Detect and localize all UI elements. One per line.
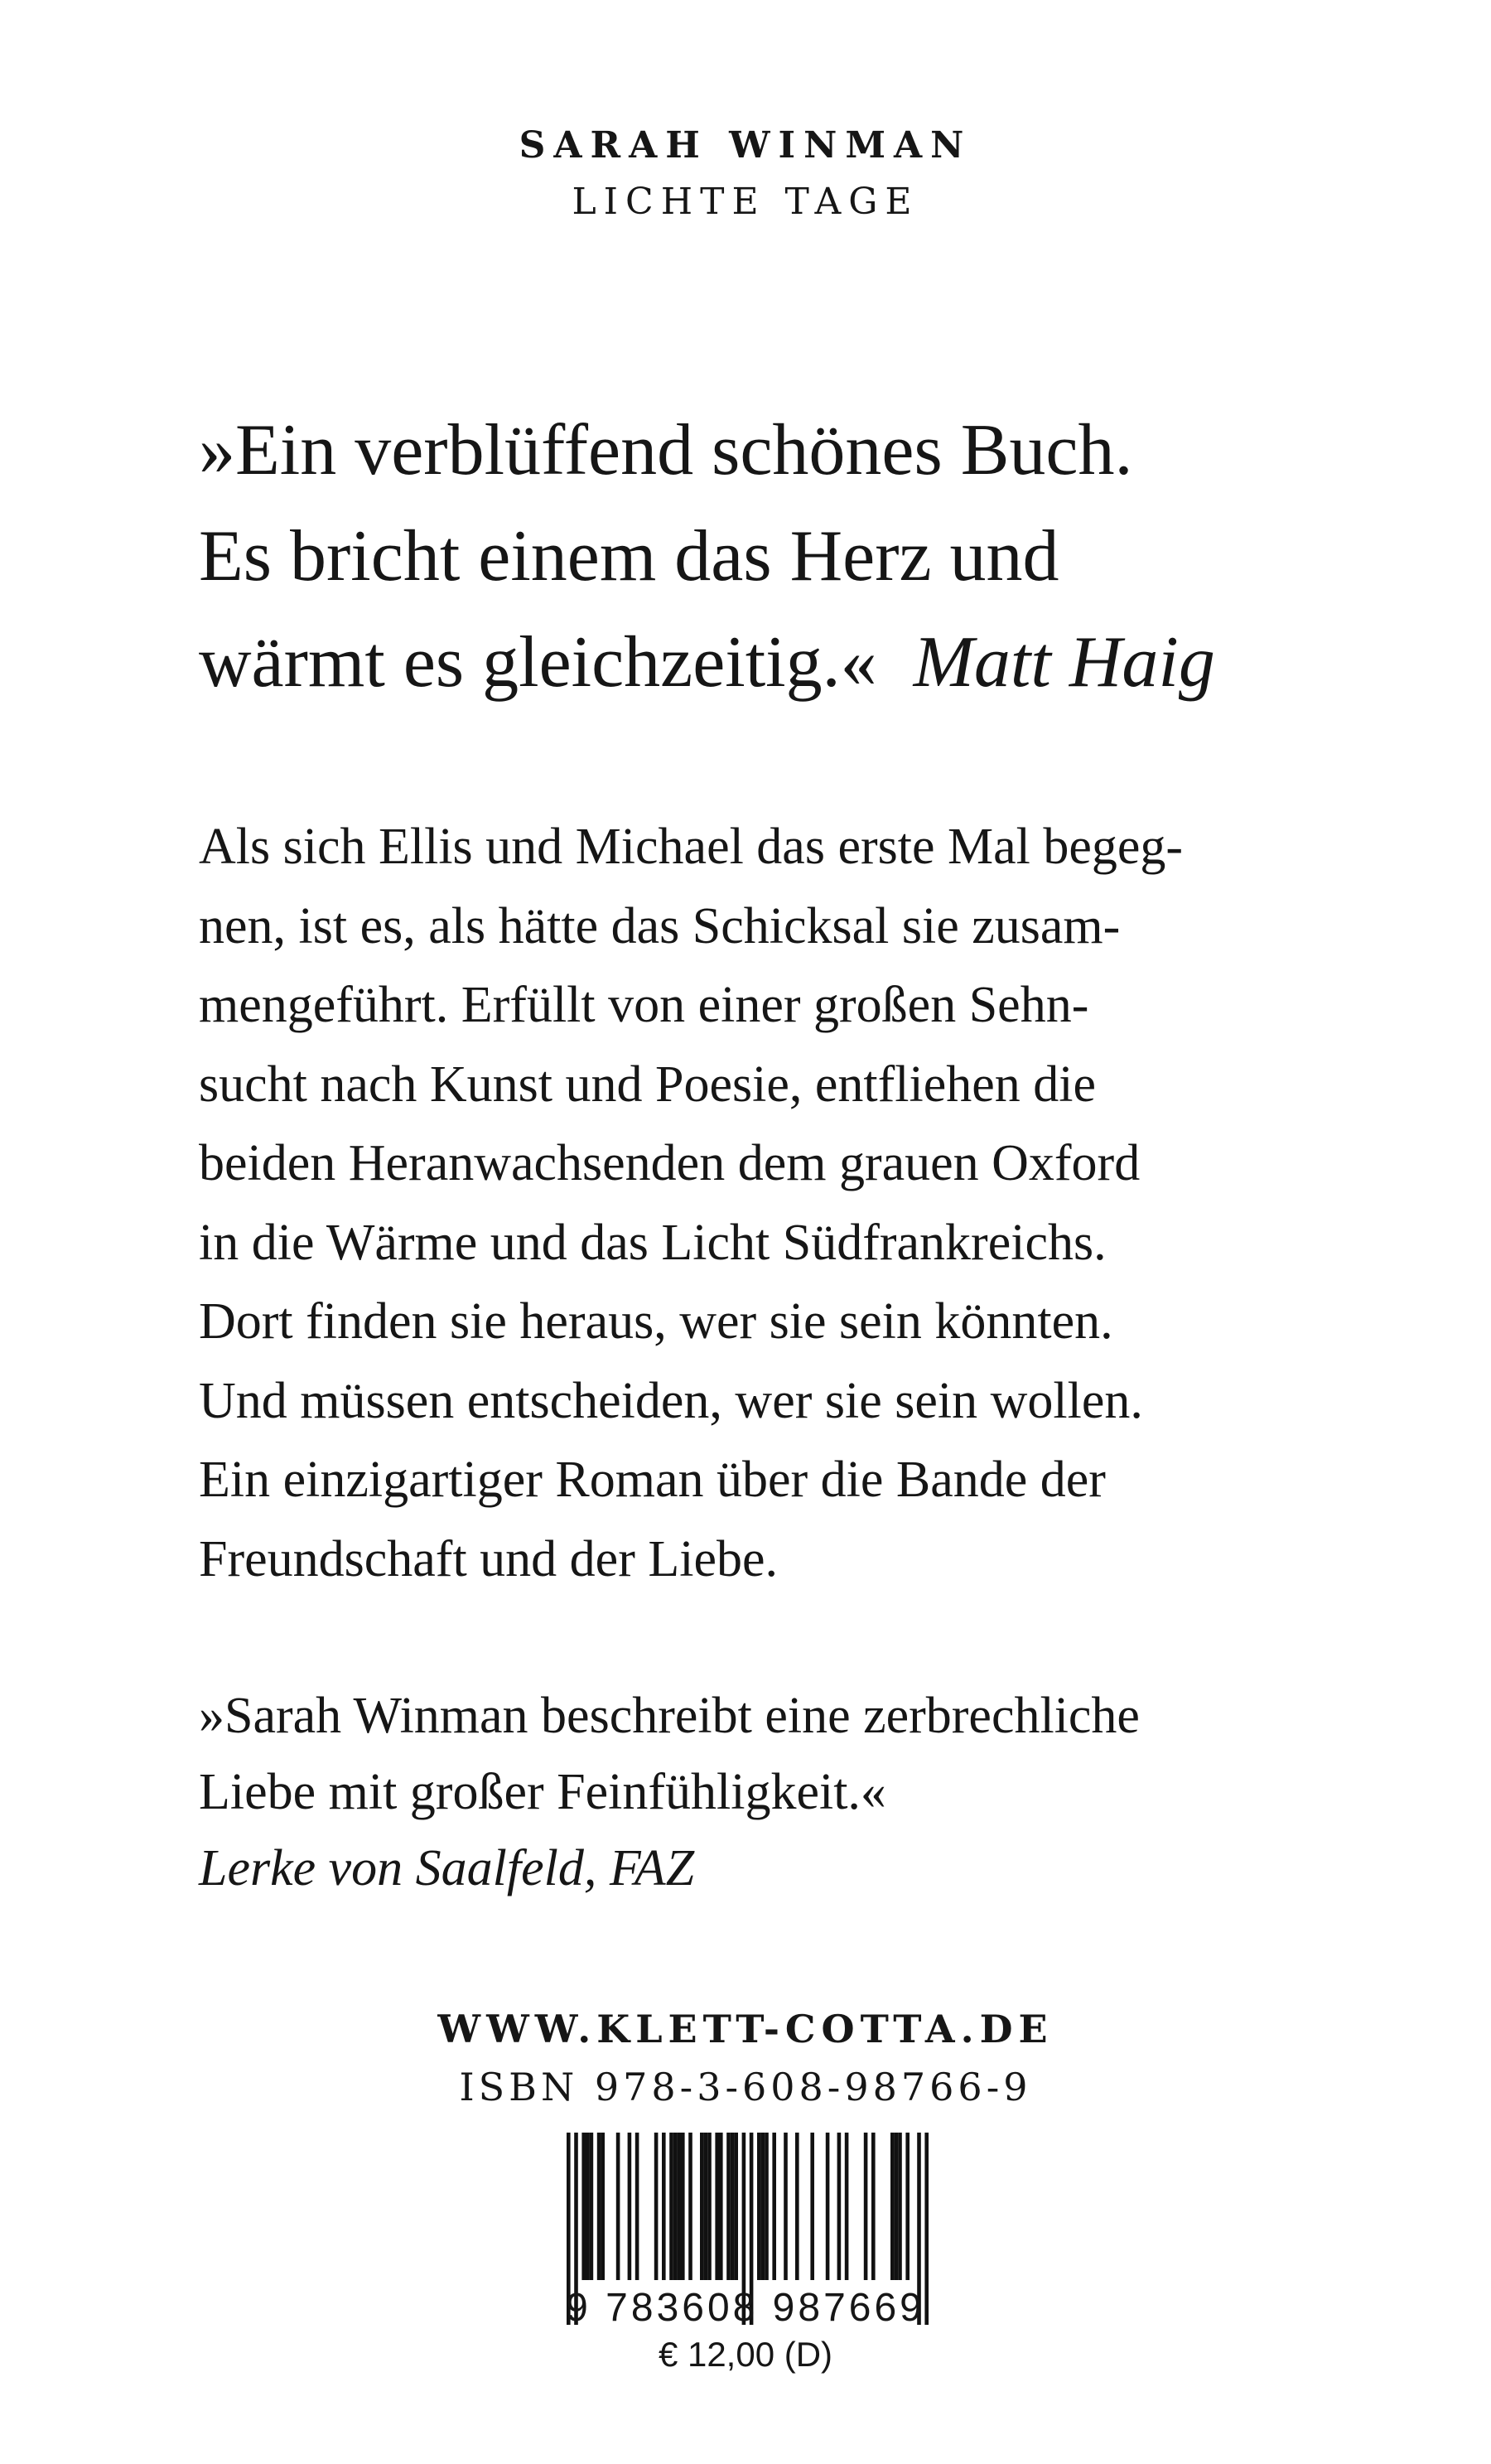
barcode (530, 2133, 977, 2325)
quote-line: »Ein verblüffend schönes Buch. (199, 410, 1133, 490)
blurb-line: Freundschaft und der Liebe. (199, 1530, 778, 1587)
barcode-bar (890, 2133, 895, 2280)
barcode-graphic (530, 2133, 977, 2325)
barcode-bar (677, 2133, 681, 2280)
author-name: SARAH WINMAN (519, 124, 972, 167)
barcode-bar (616, 2133, 620, 2280)
barcode-guard-bar (924, 2133, 929, 2325)
book-title: LICHTE TAGE (572, 181, 919, 223)
featured-quote (199, 398, 1342, 716)
barcode-bar (757, 2133, 761, 2280)
barcode-bar (601, 2133, 605, 2280)
quote-line: Es bricht einem das Herz und (199, 516, 1059, 597)
press-review (199, 1678, 1309, 1906)
barcode-bar (688, 2133, 692, 2280)
barcode-bar (772, 2133, 776, 2280)
barcode-bar (898, 2133, 902, 2280)
barcode-bar (715, 2133, 719, 2280)
blurb-line: in die Wärme und das Licht Südfrankreichs. (199, 1214, 1107, 1271)
barcode-bar (734, 2133, 738, 2280)
barcode-bar (681, 2133, 685, 2280)
barcode-bar (905, 2133, 910, 2280)
barcode-bar (837, 2133, 842, 2280)
barcode-bar (871, 2133, 876, 2280)
barcode-digits: 9 783608 987669 (566, 2286, 925, 2330)
blurb-line: Als sich Ellis und Michael das erste Mal begeg- (199, 819, 1184, 875)
review-source: Lerke von Saalfeld, FAZ (199, 1840, 695, 1896)
barcode-bar (765, 2133, 769, 2280)
barcode-bar (845, 2133, 849, 2280)
blurb-line: sucht nach Kunst und Poesie, entfliehen die (199, 1056, 1097, 1113)
quote-line-text: wärmt es gleichzeitig.« (199, 622, 877, 703)
barcode-bar (707, 2133, 712, 2280)
barcode-bar (864, 2133, 868, 2280)
barcode-bar (635, 2133, 639, 2280)
barcode-bar (586, 2133, 590, 2280)
quote-author: Matt Haig (913, 622, 1215, 703)
barcode-bar (761, 2133, 765, 2280)
barcode-bar (662, 2133, 666, 2280)
blurb-line: Und müssen entscheiden, wer sie sein wollen. (199, 1372, 1143, 1429)
barcode-bar (669, 2133, 673, 2280)
barcode-bar (590, 2133, 594, 2280)
barcode-bar (719, 2133, 723, 2280)
blurb-line: beiden Heranwachsenden dem grauen Oxford (199, 1135, 1141, 1191)
barcode-guard-bar (750, 2133, 754, 2325)
barcode-bar (784, 2133, 788, 2280)
barcode-bar (895, 2133, 899, 2280)
price-label: € 12,00 (D) (658, 2335, 833, 2374)
barcode-guard-bar (567, 2133, 571, 2325)
blurb-line: Ein einzigartiger Roman über die Bande der (199, 1452, 1106, 1508)
blurb-line: Dort finden sie heraus, wer sie sein könnten. (199, 1293, 1113, 1350)
barcode-guard-bar (574, 2133, 578, 2325)
isbn-number: ISBN 978-3-608-98766-9 (459, 2065, 1032, 2109)
blurb-line: mengeführt. Erfüllt von einer großen Sehn- (199, 977, 1089, 1033)
barcode-bar (673, 2133, 678, 2280)
review-line: Liebe mit großer Feinfühligkeit.« (199, 1764, 886, 1820)
publisher-website: WWW.KLETT-COTTA.DE (437, 2007, 1054, 2051)
barcode-bar (700, 2133, 704, 2280)
barcode-bar (704, 2133, 708, 2280)
barcode-guard-bar (742, 2133, 746, 2325)
barcode-bar (726, 2133, 731, 2280)
blurb-line: nen, ist es, als hätte das Schicksal sie zusam- (199, 897, 1121, 954)
barcode-bar (810, 2133, 814, 2280)
barcode-bar (795, 2133, 799, 2280)
quote-line-last (199, 610, 1342, 716)
barcode-bar (628, 2133, 632, 2280)
barcode-bar (654, 2133, 659, 2280)
barcode-guard-bar (917, 2133, 921, 2325)
barcode-bar (731, 2133, 735, 2280)
barcode-bar (826, 2133, 830, 2280)
review-line: »Sarah Winman beschreibt eine zerbrechliche (199, 1688, 1140, 1744)
book-blurb (199, 808, 1309, 1599)
barcode-bar (581, 2133, 586, 2280)
barcode-bar (597, 2133, 601, 2280)
